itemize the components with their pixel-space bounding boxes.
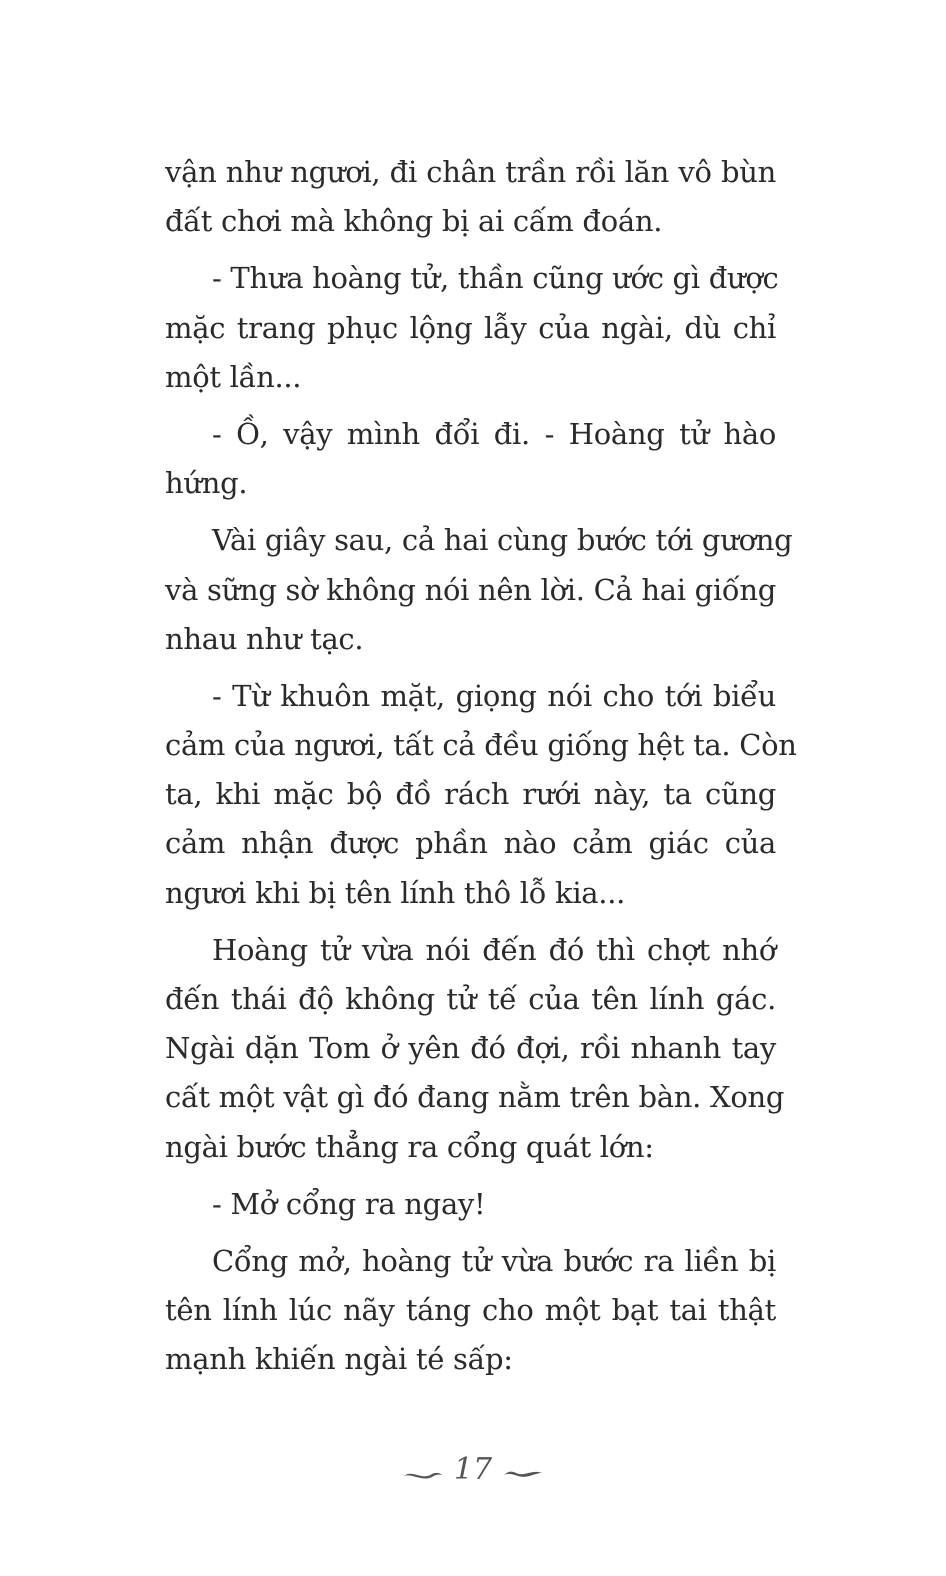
page-body-text [165, 148, 797, 1393]
paragraph [165, 516, 793, 664]
page-number: 17 [453, 1452, 493, 1487]
paragraph [165, 410, 776, 508]
text-line: mặc trang phục lộng lẫy của ngài, dù chỉ [165, 310, 776, 345]
text-line: nhau như tạc. [165, 621, 364, 656]
text-line: cảm nhận được phần nào cảm giác của [165, 826, 776, 861]
paragraph [165, 1180, 776, 1229]
text-line: - Từ khuôn mặt, giọng nói cho tới biểu [212, 678, 776, 713]
paragraph [165, 254, 779, 402]
left-flourish-icon [402, 1454, 444, 1489]
paragraph [165, 672, 797, 918]
text-line: và sững sờ không nói nên lời. Cả hai giống [165, 572, 776, 607]
text-line: - Thưa hoàng tử, thần cũng ước gì được [212, 261, 779, 296]
paragraph [165, 148, 776, 246]
text-line: cảm của ngươi, tất cả đều giống hệt ta. Còn [165, 728, 797, 763]
page-folio [0, 1452, 946, 1489]
text-line: Cổng mở, hoàng tử vừa bước ra liền bị [212, 1243, 776, 1278]
text-line: mạnh khiến ngài té sấp: [165, 1342, 513, 1377]
text-line: ngài bước thẳng ra cổng quát lớn: [165, 1129, 654, 1164]
text-line: - Ồ, vậy mình đổi đi. - Hoàng tử hào [212, 416, 776, 451]
text-line: đến thái độ không tử tế của tên lính gác. [165, 982, 776, 1016]
right-flourish-icon [502, 1454, 544, 1489]
text-line: Vài giây sau, cả hai cùng bước tới gương [212, 523, 793, 558]
text-line: tên lính lúc nãy táng cho một bạt tai thật [165, 1293, 776, 1328]
text-line: cất một vật gì đó đang nằm trên bàn. Xong [165, 1080, 785, 1115]
text-line: - Mở cổng ra ngay! [212, 1186, 486, 1221]
paragraph [165, 1237, 776, 1385]
text-line: ta, khi mặc bộ đồ rách rưới này, ta cũng [165, 777, 776, 812]
text-line: ngươi khi bị tên lính thô lỗ kia... [165, 875, 626, 910]
text-line: Hoàng tử vừa nói đến đó thì chợt nhớ [212, 932, 776, 967]
text-line: đất chơi mà không bị ai cấm đoán. [165, 204, 663, 239]
text-line: vận như ngươi, đi chân trần rồi lăn vô bùn [165, 155, 776, 189]
text-line: một lần... [165, 359, 302, 394]
text-line: Ngài dặn Tom ở yên đó đợi, rồi nhanh tay [165, 1031, 776, 1066]
paragraph [165, 926, 785, 1172]
text-line: hứng. [165, 466, 248, 501]
